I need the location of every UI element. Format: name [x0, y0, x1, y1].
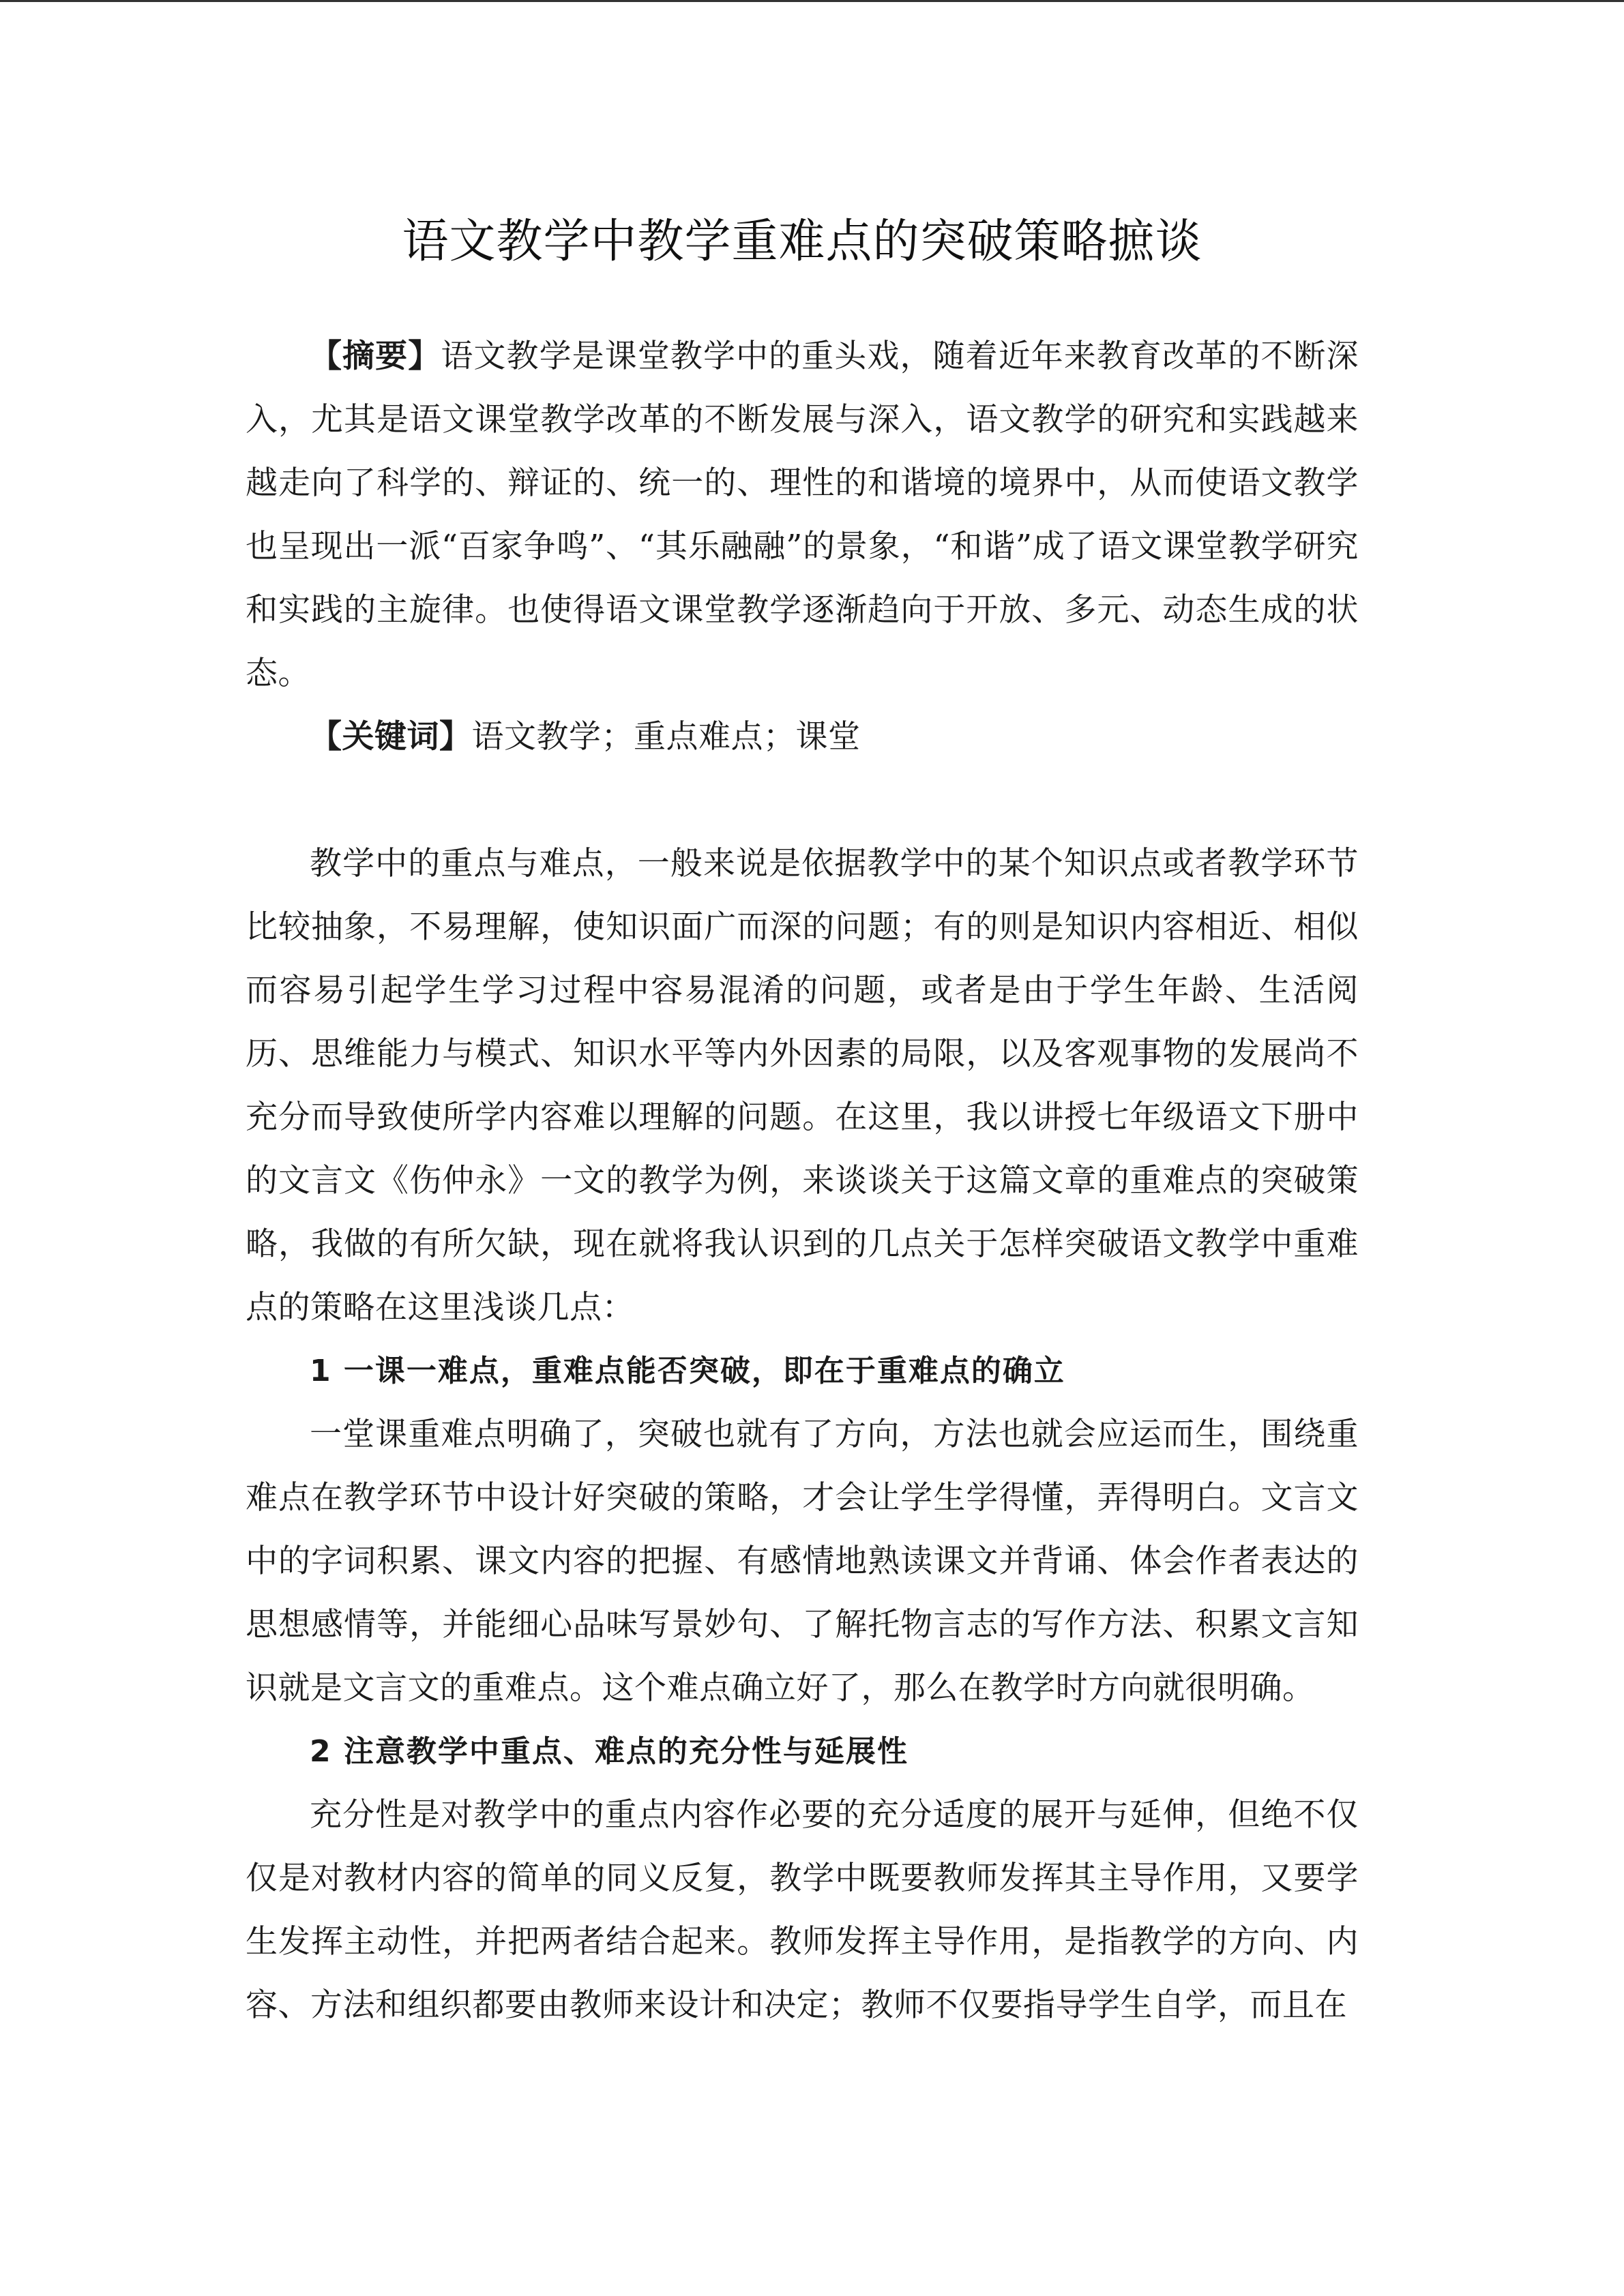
- abstract-paragraph: [246, 325, 1359, 705]
- document-page: [246, 205, 1359, 2037]
- section-spacer: [246, 769, 1359, 832]
- section-2-heading: 2 注意教学中重点、难点的充分性与延展性: [310, 1734, 909, 1769]
- section-2-paragraph: 充分性是对教学中的重点内容作必要的充分适度的展开与延伸，但绝不仅仅是对教材内容的简单的同义反复，教学中既要教师发挥其主导作用，又要学生发挥主动性，并把两者结合起来。教师发挥主导作用，是指教学的方向、内容、方法和组织都要由教师来设计和决定；教师不仅要指导学生自学，而且在: [246, 1796, 1359, 2024]
- page-top-border: [0, 0, 1624, 2]
- keywords-label: 【关键词】: [310, 718, 472, 756]
- abstract-label: 【摘要】: [310, 338, 441, 375]
- body-section: [246, 832, 1359, 2037]
- intro-paragraph: 教学中的重点与难点，一般来说是依据教学中的某个知识点或者教学环节比较抽象，不易理解，使知识面广而深的问题；有的则是知识内容相近、相似而容易引起学生学习过程中容易混淆的问题，或者是由于学生年龄、生活阅历、思维能力与模式、知识水平等内外因素的局限，以及客观事物的发展尚不充分而导致使所学内容难以理解的问题。在这里，我以讲授七年级语文下册中的文言文《伤仲永》一文的教学为例，来谈谈关于这篇文章的重难点的突破策略，我做的有所欠缺，现在就将我认识到的几点关于怎样突破语文教学中重难点的策略在这里浅谈几点：: [246, 845, 1359, 1326]
- section-1-heading: 1 一课一难点，重难点能否突破，即在于重难点的确立: [310, 1354, 1065, 1388]
- keywords-paragraph: [246, 705, 1359, 769]
- section-1-paragraph: 一堂课重难点明确了，突破也就有了方向，方法也就会应运而生，围绕重难点在教学环节中设计好突破的策略，才会让学生学得懂，弄得明白。文言文中的字词积累、课文内容的把握、有感情地熟读课文并背诵、体会作者表达的思想感情等，并能细心品味写景妙句、了解托物言志的写作方法、积累文言知识就是文言文的重难点。这个难点确立好了，那么在教学时方向就很明确。: [246, 1416, 1359, 1707]
- keywords-text: 语文教学；重点难点；课堂: [471, 718, 861, 756]
- abstract-section: [246, 325, 1359, 769]
- abstract-text: 语文教学是课堂教学中的重头戏，随着近年来教育改革的不断深入，尤其是语文课堂教学改革的不断发展与深入，语文教学的研究和实践越来越走向了科学的、辩证的、统一的、理性的和谐境的境界中，从而使语文教学也呈现出一派“百家争鸣”、“其乐融融”的景象，“和谐”成了语文课堂教学研究和实践的主旋律。也使得语文课堂教学逐渐趋向于开放、多元、动态生成的状态。: [246, 338, 1359, 692]
- document-title: 语文教学中教学重难点的突破策略摭谈: [402, 215, 1202, 269]
